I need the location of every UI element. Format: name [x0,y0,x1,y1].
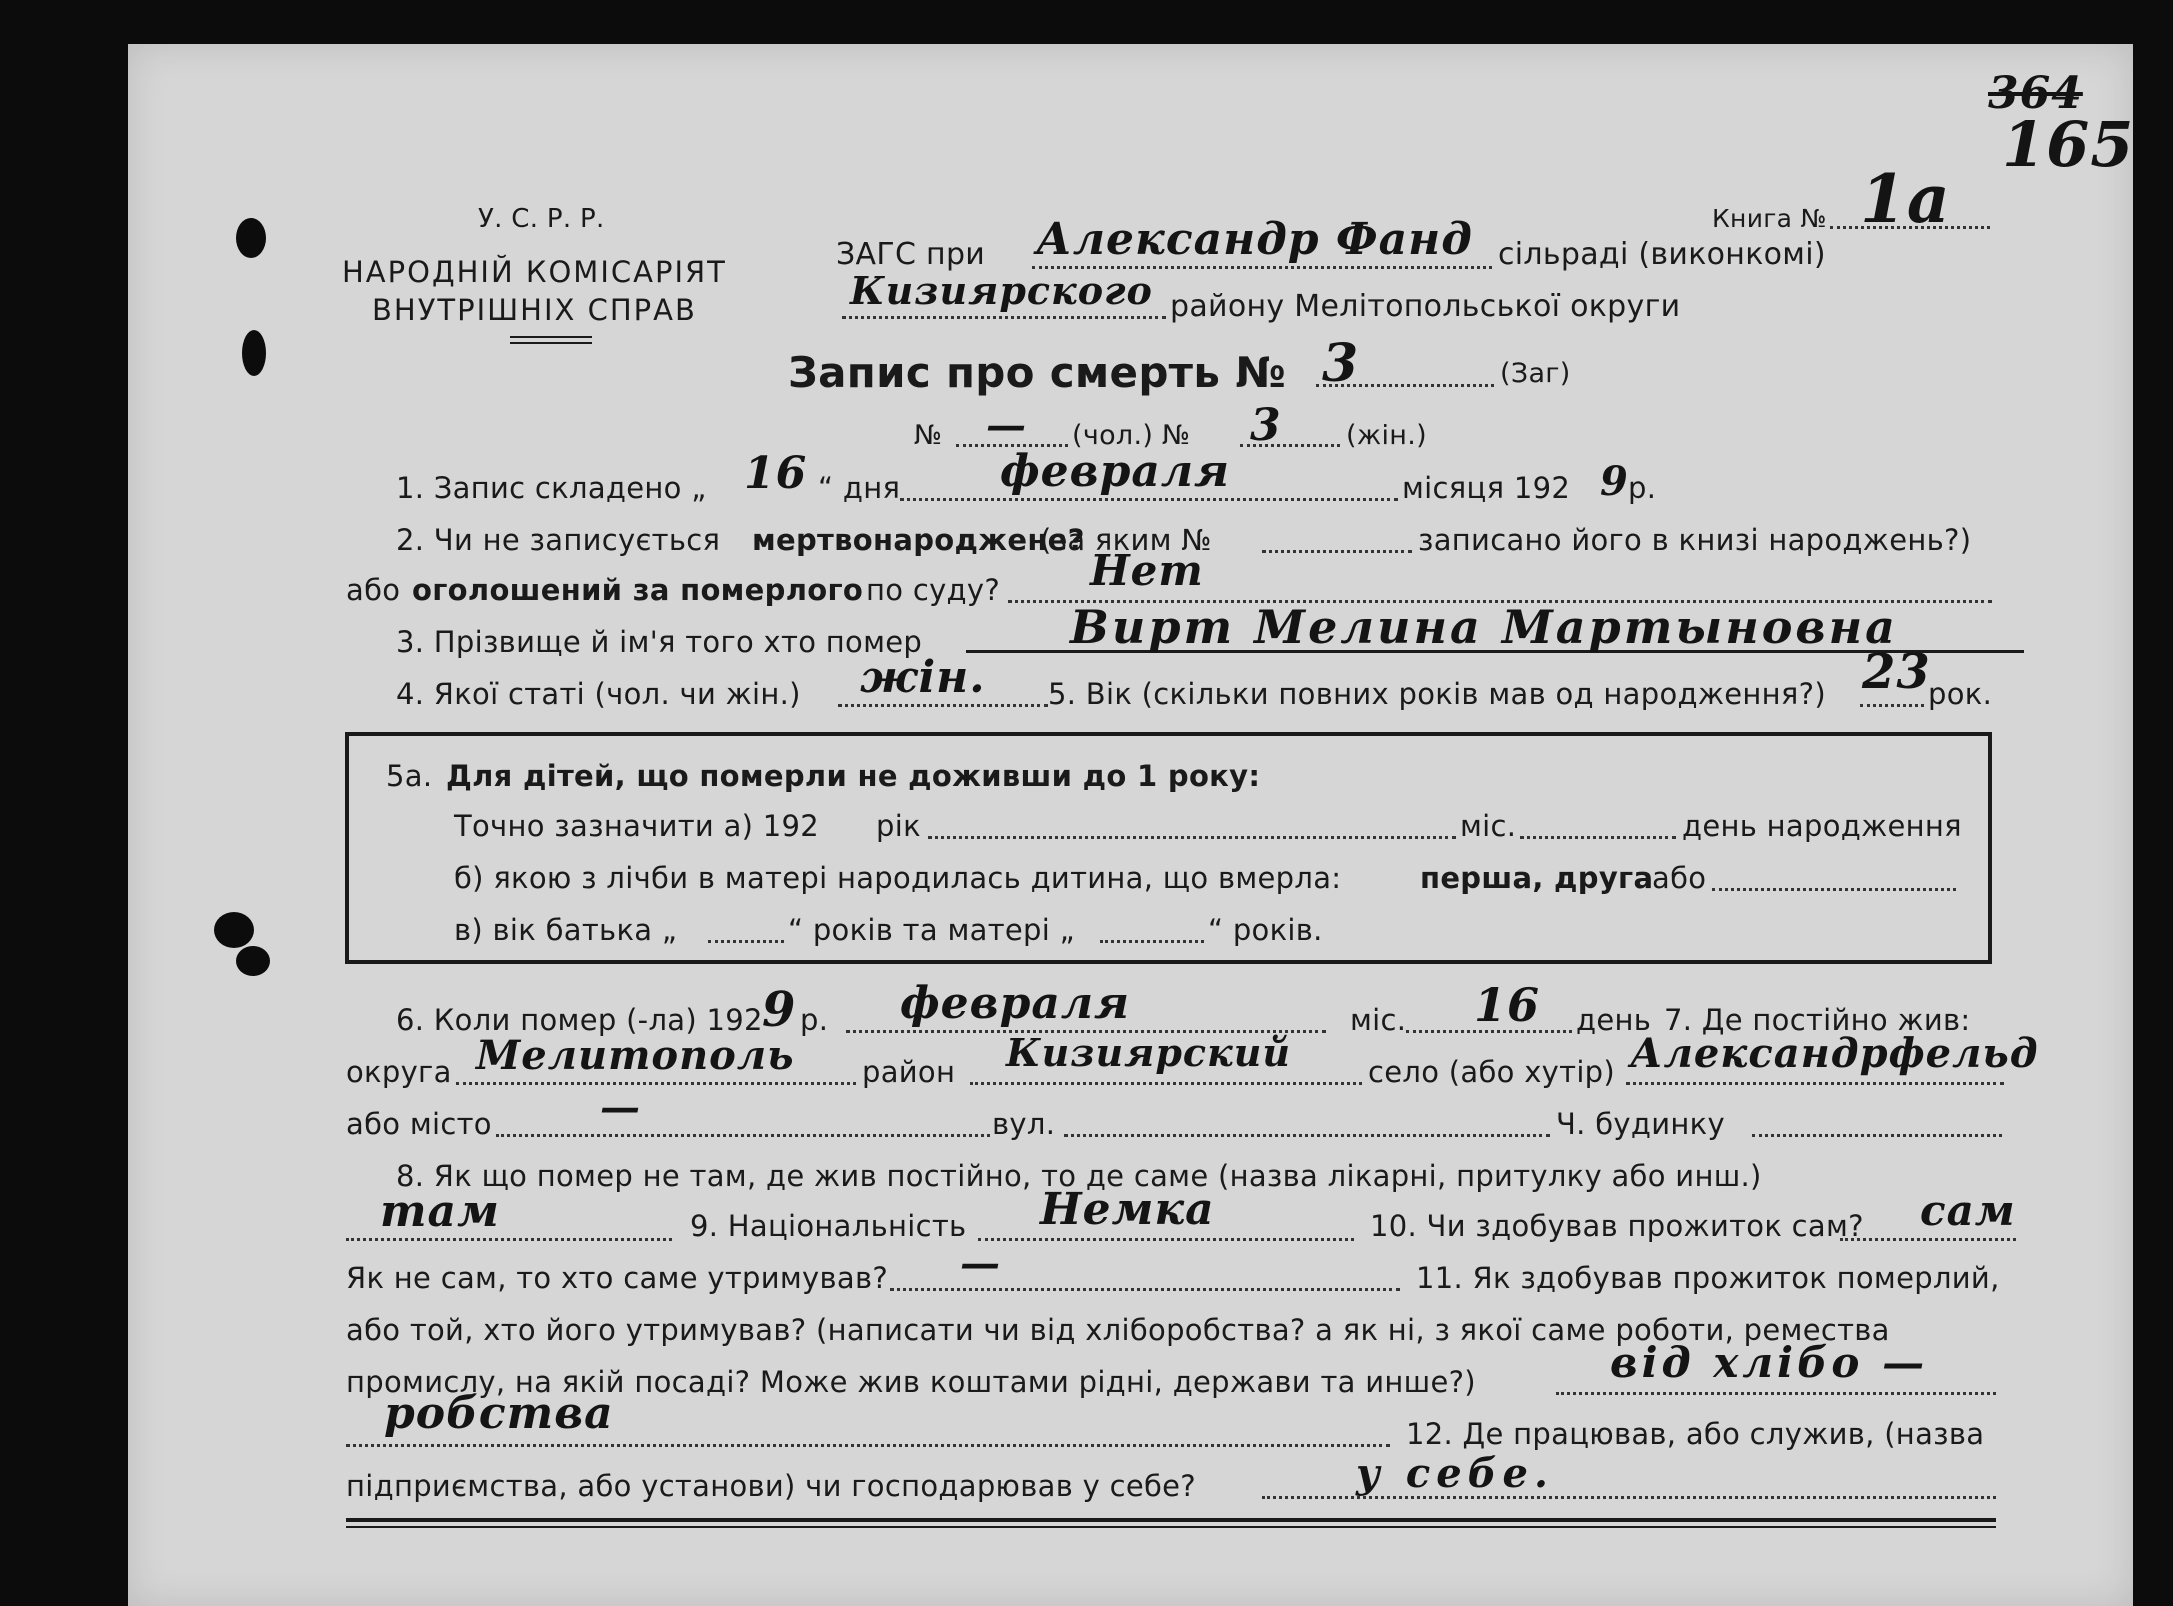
q5a-line-b-bold: перша, друга [1420,861,1654,895]
male-number-value: — [986,402,1027,449]
q5a-line-c-mid: “ років та матері „ [788,913,1075,947]
q4-value: жін. [860,652,986,703]
q5a-father-age-line [708,940,784,943]
male-female-label: (чол.) № [1072,420,1191,451]
q7-okruha-value: Мелитополь [476,1032,795,1079]
record-number: 3 [1322,333,1360,394]
q6-day-value: 16 [1474,978,1541,1032]
q7-street-line [1064,1134,1550,1137]
q1-month-label: місяця 192 [1402,471,1571,505]
q12-line2: підприємства, або установи) чи господарював у себе? [346,1469,1196,1503]
q5-value-line [1860,704,1924,707]
q12-value: у себе. [1356,1450,1554,1497]
punch-hole [236,946,270,976]
q1-prefix: 1. Запис складено „ [396,471,707,505]
q7-misto-line [496,1134,990,1137]
header-divider [510,336,592,338]
q6-month-value: февраля [900,978,1131,1029]
female-label: (жін.) [1346,420,1427,451]
book-number: 1а [1860,160,1951,238]
district-suffix: району Мелітопольської округи [1170,289,1681,324]
q10-value-line [1840,1238,2016,1241]
female-number-value: 3 [1250,400,1282,451]
q5a-line-b-value-line [1712,888,1956,891]
q1-day-value: 16 [744,448,808,499]
punch-hole [236,218,266,258]
q11-line3: промислу, на якій посаді? Може жив коштами рідні, держави та инше?) [346,1365,1476,1399]
q6-day-label: день [1576,1003,1652,1037]
q11-value-line1 [1556,1392,1996,1395]
q2-line1-end: записано його в книзі народжень?) [1418,523,1972,557]
commissariat-line1: НАРОДНІЙ КОМІСАРІЯТ [342,255,727,289]
q2-line1-prefix: 2. Чи не записується [396,523,721,557]
q11-line2: або той, хто його утримував? (написати чи від хліборобства? а як ні, з якої саме роботи, ремества [346,1313,1890,1347]
q5a-line-c-prefix: в) вік батька „ [454,913,678,947]
q8-label: 8. Як що помер не там, де жив постійно, то де саме (назва лікарні, притулку або инш.) [396,1159,1762,1193]
district-line [842,316,1166,319]
q11-value-part1: від хлібо — [1610,1338,1929,1387]
q2-line1-bold: мертвонароджене? [752,523,1085,557]
record-zag-label: (Заг) [1500,358,1571,389]
q2-line2-value: Нет [1090,546,1204,595]
q1-day-label: “ дня [818,471,901,505]
q5a-month-line [928,836,1456,839]
q9-value-line [978,1238,1354,1241]
q2-birth-number-line [1262,550,1412,553]
q3-label: 3. Прізвище й ім'я того хто помер [396,625,923,659]
male-number-label: № [914,420,943,451]
q5-value: 23 [1862,644,1931,700]
q5a-num: 5а. [386,759,433,793]
q5a-line-c-end: “ років. [1208,913,1323,947]
q11-value-part2: робства [384,1388,614,1439]
q7-raion-line [970,1082,1362,1085]
q10-label: 10. Чи здобував прожиток сам? [1370,1209,1864,1243]
bottom-rule [346,1526,1996,1528]
q7-okruha-line [456,1082,856,1085]
q7-house-label: Ч. будинку [1556,1107,1725,1141]
archive-number-crossed: 364 [1988,68,2083,119]
q2-line1-mid: (за яким № [1040,523,1212,557]
q11-value-line2 [346,1444,1390,1447]
q2-line2-prefix: або [346,573,401,607]
q1-year-digit: 9 [1600,458,1629,505]
q7-okruha-label: округа [346,1055,452,1089]
q9-label: 9. Національність [690,1209,967,1243]
header-divider [510,342,592,344]
q7-misto-value: — [600,1084,641,1131]
q1-month-value: февраля [1000,446,1231,497]
q6-year-suffix: р. [800,1003,829,1037]
q10-value: сам [1920,1186,2016,1235]
q7-raion-value: Кизиярский [1006,1030,1291,1075]
q2-line2-bold: оголошений за померлого [412,573,864,607]
q7-house-line [1752,1134,2002,1137]
bottom-rule [346,1518,1996,1522]
q5a-line-b-prefix: б) якою з лічби в матері народилась дитина, що вмерла: [454,861,1342,895]
village-council-suffix: сільраді (виконкомі) [1498,237,1826,272]
q6-year-digit: 9 [762,982,797,1038]
ussr-label: У. С. Р. Р. [478,204,605,234]
q7-street-label: вул. [992,1107,1056,1141]
q5a-line-a-month: міс. [1460,809,1517,843]
book-label: Книга № [1712,204,1827,233]
q7-label: 7. Де постійно жив: [1664,1003,1971,1037]
q6-month-label: міс. [1350,1003,1407,1037]
q10b-value: — [960,1240,1001,1287]
record-title: Запис про смерть № [788,348,1286,397]
q5-label: 5. Вік (скільки повних років мав од народження?) [1048,677,1826,711]
q5a-line-a-day: день народження [1682,809,1962,843]
q5a-line-a-year: рік [876,809,921,843]
q7-selo-label: село (або хутір) [1368,1055,1616,1089]
q8-value: там [380,1186,500,1237]
q10b-value-line [890,1288,1400,1291]
q2-line2-end: по суду? [866,573,1001,607]
q1-month-line [900,498,1398,501]
q8-value-line [346,1238,672,1241]
q5a-line-a-prefix: Точно зазначити а) 192 [454,809,820,843]
q5a-title: Для дітей, що померли не доживши до 1 року: [446,759,1261,793]
q7-selo-line [1626,1082,2004,1085]
q5a-line-b-end: або [1652,861,1707,895]
q11-line1: 11. Як здобував прожиток померлий, [1416,1261,2000,1295]
punch-hole [242,330,266,376]
q7-misto-label: або місто [346,1107,492,1141]
q6-prefix: 6. Коли помер (-ла) 192 [396,1003,763,1037]
q1-year-suffix: р. [1628,471,1657,505]
q7-selo-value: Александрфельд [1630,1030,2039,1077]
archive-number: 165 [2002,108,2135,181]
zags-label: ЗАГС при [836,237,986,272]
q12-line1: 12. Де працював, або служив, (назва [1406,1417,1985,1451]
q10b-label: Як не сам, то хто саме утримував? [346,1261,889,1295]
district-value: Кизиярского [850,268,1153,313]
q3-value: Вирт Мелина Мартыновна [1070,600,1898,654]
q5-suffix: рок. [1928,677,1993,711]
commissariat-line2: ВНУТРІШНІХ СПРАВ [372,293,697,327]
village-council-value: Александр Фанд [1036,214,1473,265]
q4-label: 4. Якої статі (чол. чи жін.) [396,677,801,711]
q9-value: Немка [1040,1184,1215,1235]
q5a-day-line [1520,836,1676,839]
q4-value-line [838,704,1048,707]
q7-raion-label: район [862,1055,956,1089]
punch-hole [214,912,254,948]
q5a-mother-age-line [1100,940,1204,943]
